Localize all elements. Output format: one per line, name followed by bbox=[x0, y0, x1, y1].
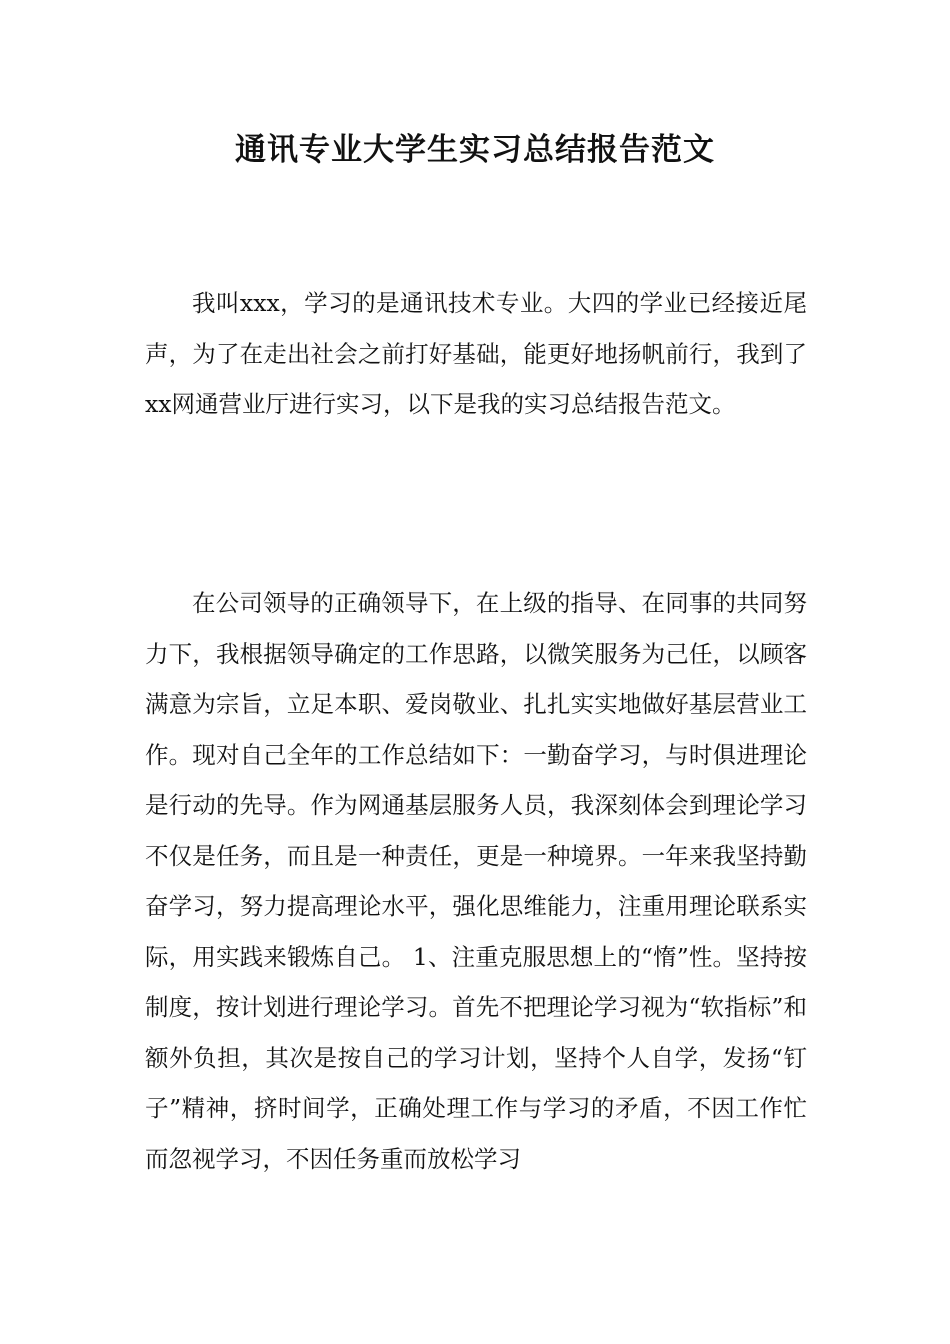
document-title: 通讯专业大学生实习总结报告范文 bbox=[235, 132, 715, 168]
body-paragraph: 在公司领导的正确领导下，在上级的指导、在同事的共同努力下，我根据领导确定的工作思路，以微笑服务为己任，以顾客满意为宗旨，立足本职、爱岗敬业、扎扎实实地做好基层营业工作。现对自己全年的工作总结如下：一勤奋学习，与时俱进理论是行动的先导。作为网通基层服务人员，我深刻体会到理论学习不仅是任务，而且是一种责任，更是一种境界。一年来我坚持勤奋学习，努力提高理论水平，强化思维能力，注重用理论联系实际，用实践来锻炼自己。 1、注重克服思想上的“惰”性。坚持按制度，按计划进行理论学习。首先不把理论学习视为“软指标”和额外负担，其次是按自己的学习计划，坚持个人自学，发扬“钉子”精神，挤时间学，正确处理工作与学习的矛盾，不因工作忙而忽视学习，不因任务重而放松学习 bbox=[145, 589, 807, 1173]
intro-paragraph: 我叫xxx，学习的是通讯技术专业。大四的学业已经接近尾声，为了在走出社会之前打好基础，能更好地扬帆前行，我到了xx网通营业厅进行实习，以下是我的实习总结报告范文。 bbox=[145, 289, 807, 418]
